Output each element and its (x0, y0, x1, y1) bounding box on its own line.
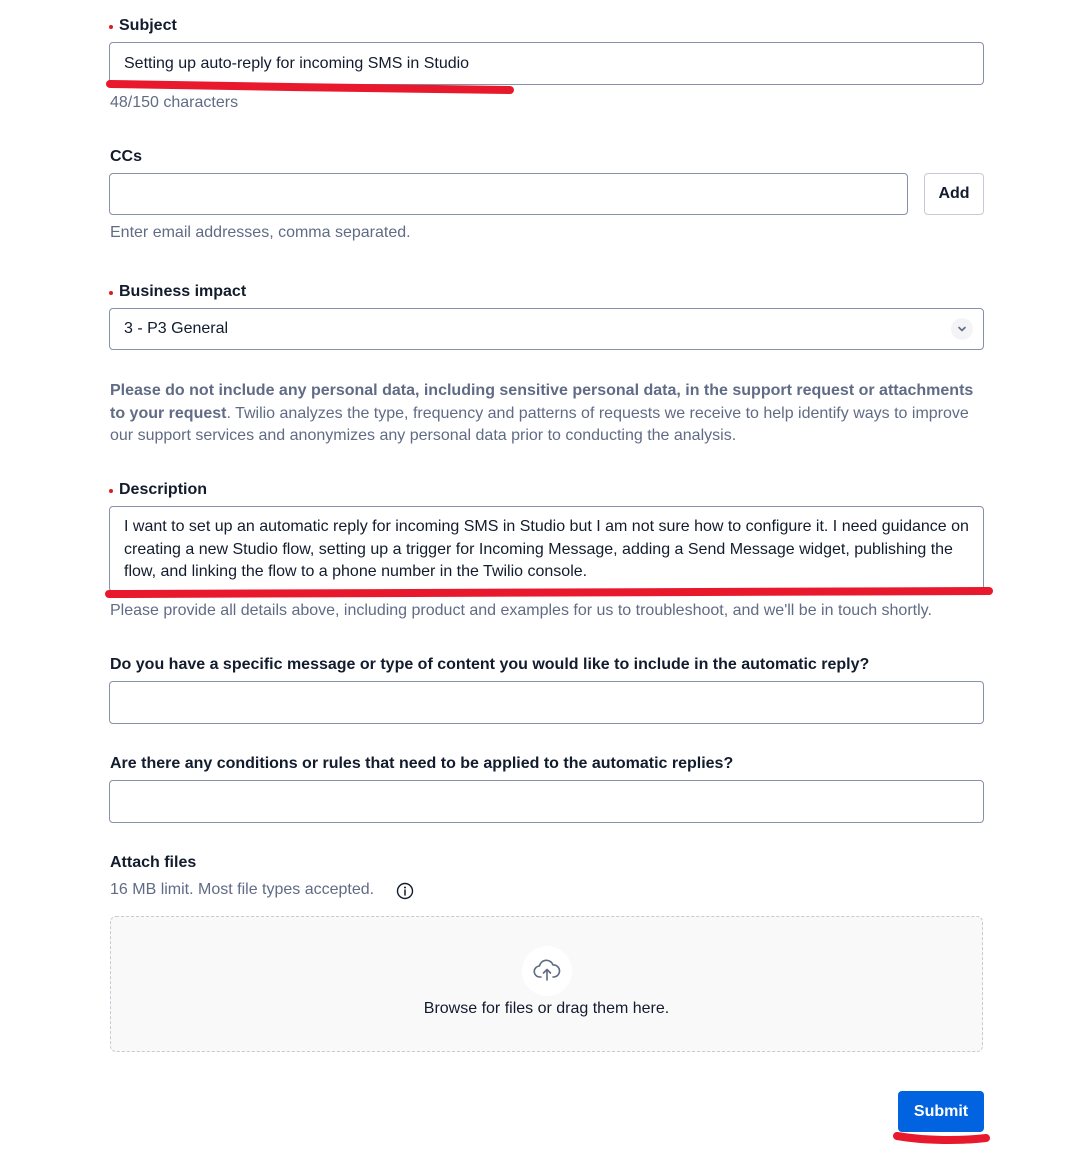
annotation-underline-subject (105, 80, 517, 96)
add-cc-button[interactable]: Add (924, 173, 984, 215)
ccs-input[interactable] (109, 173, 908, 215)
business-impact-label: Business impact (119, 283, 247, 300)
required-marker (109, 25, 113, 29)
ccs-help: Enter email addresses, comma separated. (110, 224, 411, 241)
cloud-upload-icon (522, 946, 572, 996)
ccs-label: CCs (110, 148, 143, 165)
privacy-notice (110, 380, 985, 448)
attach-files-label: Attach files (110, 854, 197, 871)
required-marker (109, 291, 113, 295)
subject-label: Subject (119, 17, 177, 34)
info-icon[interactable] (396, 882, 414, 900)
question-content-label: Do you have a specific message or type of content you would like to include in the automatic reply? (110, 656, 870, 673)
chevron-down-icon (951, 318, 973, 340)
description-label: Description (119, 481, 208, 498)
subject-char-count: 48/150 characters (110, 94, 239, 111)
question-conditions-input[interactable] (109, 780, 984, 823)
description-help: Please provide all details above, including product and examples for us to troubleshoot, and we'll be in touch shortly. (110, 602, 932, 619)
annotation-underline-description (103, 584, 995, 600)
business-impact-select[interactable]: 3 - P3 General (109, 308, 984, 350)
file-dropzone[interactable] (110, 916, 983, 1052)
dropzone-text: Browse for files or drag them here. (423, 1000, 670, 1017)
question-conditions-label: Are there any conditions or rules that need to be applied to the automatic replies? (110, 755, 734, 772)
privacy-notice-bold: Please do not include any personal data, including sensitive personal data, in the support request or attachments to your request (110, 382, 974, 422)
question-content-input[interactable] (109, 681, 984, 724)
subject-input[interactable]: Setting up auto-reply for incoming SMS in Studio (109, 42, 984, 85)
privacy-notice-text: . Twilio analyzes the type, frequency and patterns of requests we receive to help identify ways to improve our support services and anonymizes any personal data prior to conducting the analysis. (110, 404, 969, 444)
submit-button[interactable]: Submit (898, 1091, 984, 1132)
annotation-underline-submit (891, 1130, 993, 1148)
attach-files-help: 16 MB limit. Most file types accepted. (110, 881, 375, 898)
description-textarea[interactable]: I want to set up an automatic reply for incoming SMS in Studio but I am not sure how to configure it. I need guidance on creating a new Studio flow, setting up a trigger for Incoming Message, adding a Send Message widget, publishing the flow, and linking the flow to a phone number in the Twilio console. (109, 506, 984, 592)
required-marker (109, 489, 113, 493)
